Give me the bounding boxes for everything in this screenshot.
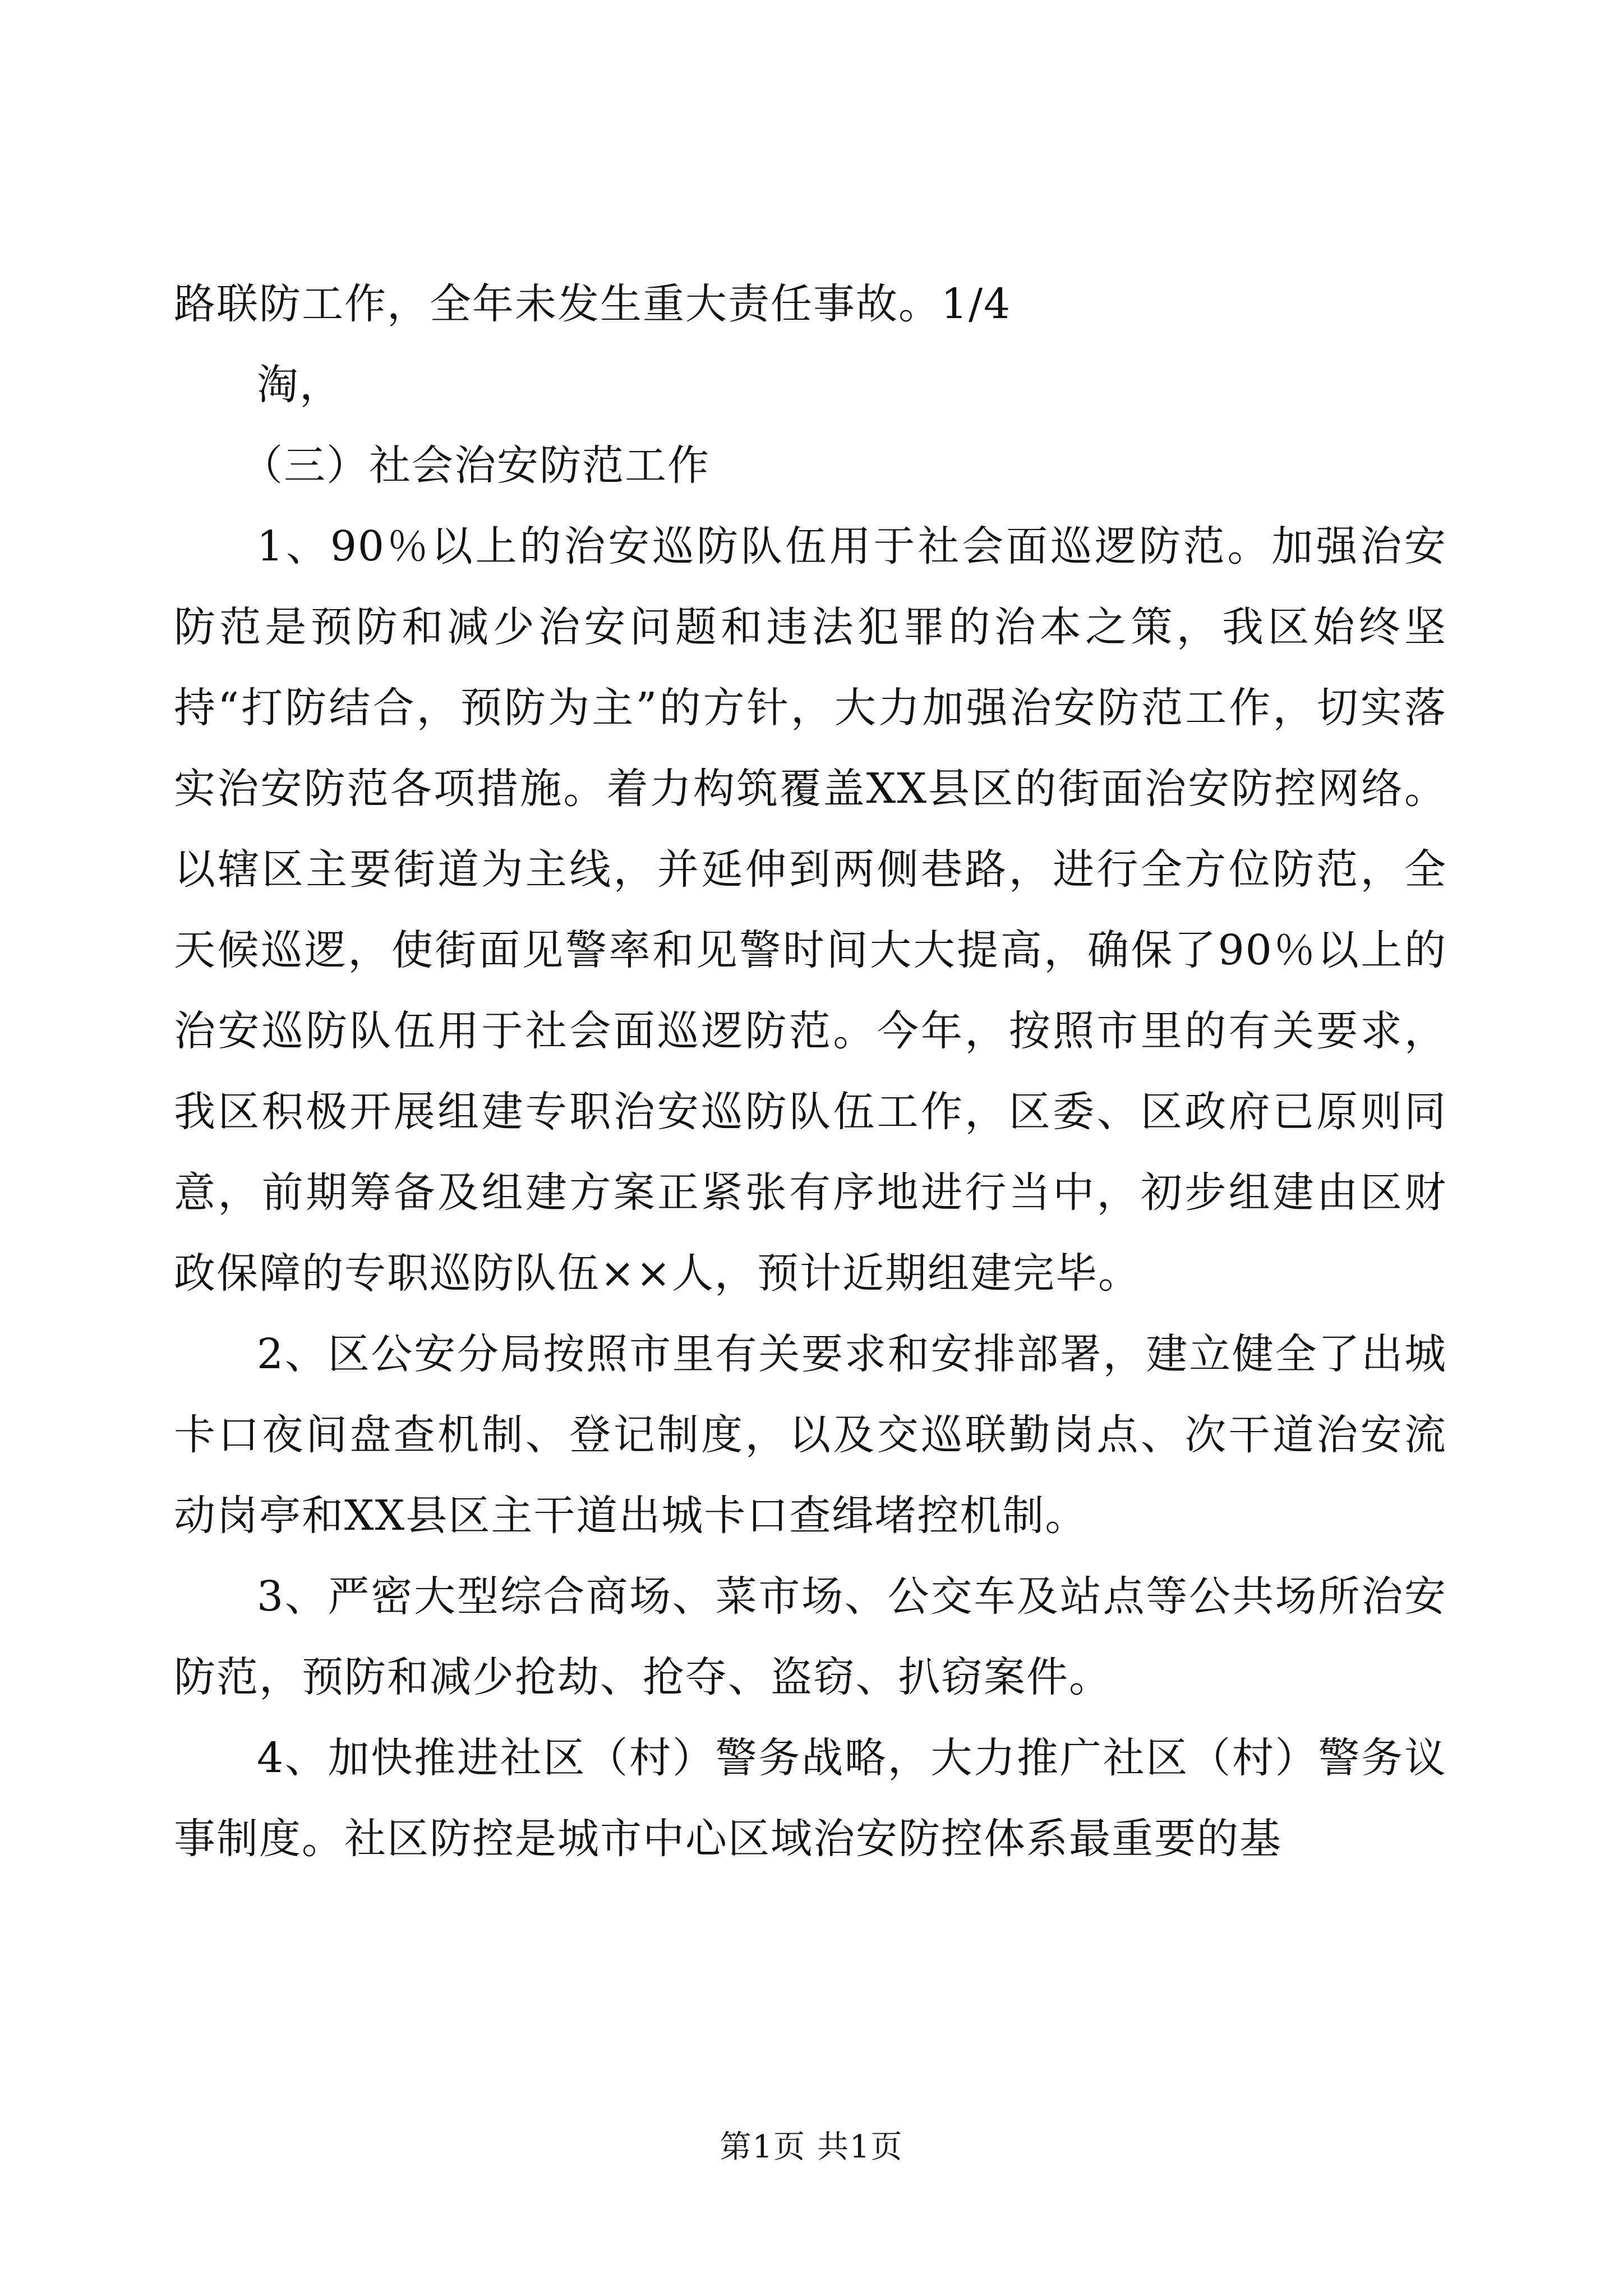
paragraph-fragment: 淘， xyxy=(257,361,342,409)
paragraph-item-4: 4、加快推进社区（村）警务战略，大力推广社区（村）警务议事制度。社区防控是城市中心区域治安防控体系最重要的基 xyxy=(174,1734,1447,1863)
page-footer xyxy=(0,2125,1623,2170)
page-number-label: 第1页 共1页 xyxy=(720,2129,903,2165)
paragraph-continuation: 路联防工作，全年未发生重大责任事故。1/4 xyxy=(174,280,1012,328)
paragraph-item-1: 1、90％以上的治安巡防队伍用于社会面巡逻防范。加强治安防范是预防和减少治安问题和违法犯罪的治本之策，我区始终坚持“打防结合，预防为主”的方针，大力加强治安防范工作，切实落实治安防范各项措施。着力构筑覆盖XX县区的街面治安防控网络。以辖区主要街道为主线，并延伸到两侧巷路，进行全方位防范，全天候巡逻，使街面见警率和见警时间大大提高，确保了90％以上的治安巡防队伍用于社会面巡逻防范。今年，按照市里的有关要求，我区积极开展组建专职治安巡防队伍工作，区委、区政府已原则同意，前期筹备及组建方案正紧张有序地进行当中，初步组建由区财政保障的专职巡防队伍××人，预计近期组建完毕。 xyxy=(174,522,1447,1297)
document-body xyxy=(174,264,1447,1879)
paragraph-item-3: 3、严密大型综合商场、菜市场、公交车及站点等公共场所治安防范，预防和减少抢劫、抢夺、盗窃、扒窃案件。 xyxy=(174,1572,1447,1701)
paragraph-item-2: 2、区公安分局按照市里有关要求和安排部署，建立健全了出城卡口夜间盘查机制、登记制度，以及交巡联勤岗点、次干道治安流动岗亭和XX县区主干道出城卡口查缉堵控机制。 xyxy=(174,1330,1447,1540)
section-heading: （三）社会治安防范工作 xyxy=(241,441,710,490)
